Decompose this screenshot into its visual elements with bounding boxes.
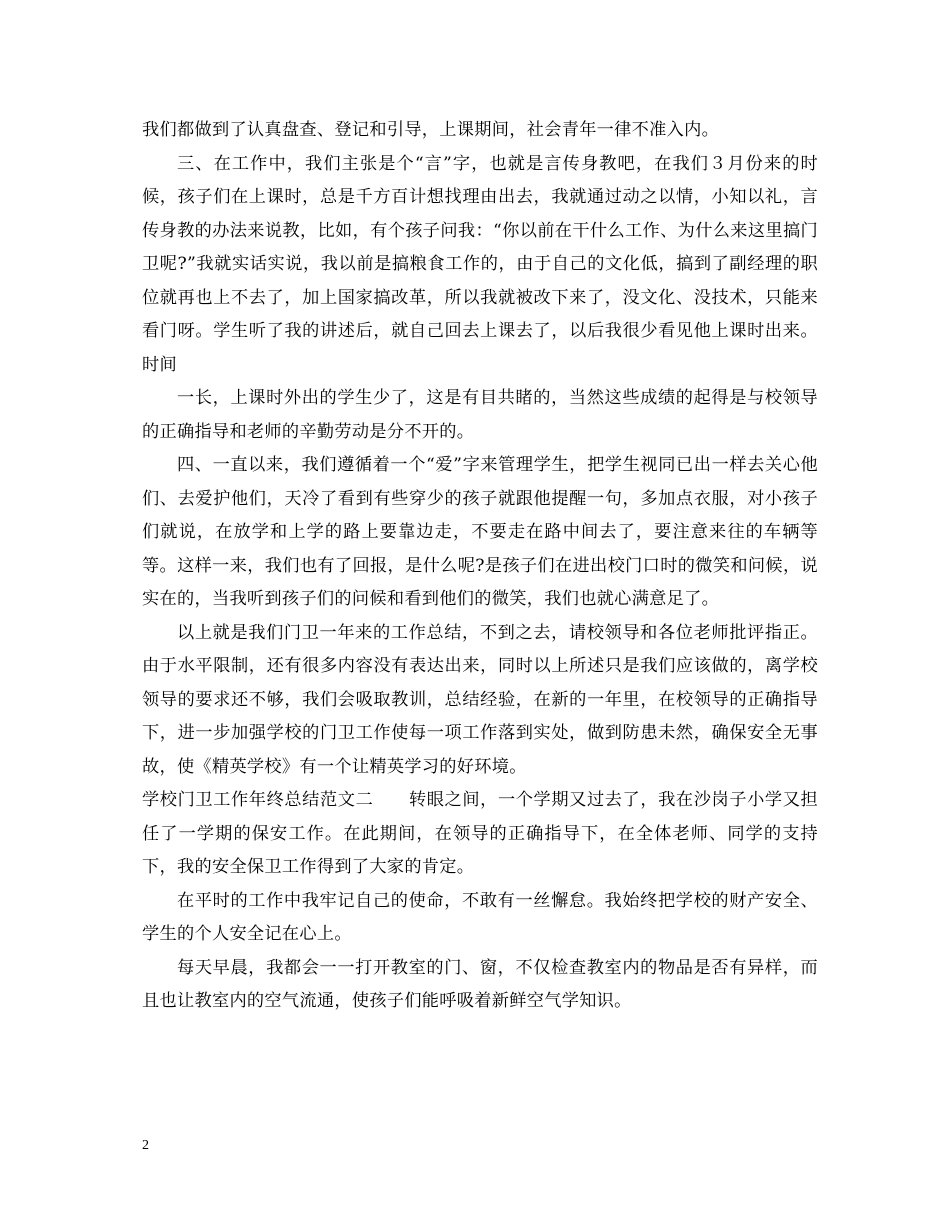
- paragraph: 以上就是我们门卫一年来的工作总结，不到之去，请校领导和各位老师批评指正。由于水平限制，还有很多内容没有表达出来，同时以上所述只是我们应该做的，离学校领导的要求还不够，我们会吸取教训，总结经验，在新的一年里，在校领导的正确指导下，进一步加强学校的门卫工作使每一项工作落到实处，做到防患未然，确保安全无事故，使《精英学校》有一个让精英学习的好环境。: [142, 622, 818, 777]
- document-body: [142, 114, 818, 1019]
- paragraph: 每天早晨，我都会一一打开教室的门、窗，不仅检查教室内的物品是否有异样，而且也让教室内的空气流通，使孩子们能呼吸着新鲜空气学知识。: [142, 957, 818, 1011]
- paragraph: 一长，上课时外出的学生少了，这是有目共睹的，当然这些成绩的起得是与校领导的正确指导和老师的辛勤劳动是分不开的。: [142, 388, 818, 442]
- paragraph: 四、一直以来，我们遵循着一个“爱”字来管理学生，把学生视同已出一样去关心他们、去爱护他们，天冷了看到有些穿少的孩子就跟他提醒一句，多加点衣服，对小孩子们就说，在放学和上学的路上要靠边走，不要走在路中间去了，要注意来往的车辆等等。这样一来，我们也有了回报，是什么呢?是孩子们在进出校门口时的微笑和问候，说实在的，当我听到孩子们的问候和看到他们的微笑，我们也就心满意足了。: [142, 455, 818, 609]
- paragraph: 三、在工作中，我们主张是个“言”字，也就是言传身教吧，在我们３月份来的时候，孩子们在上课时，总是千方百计想找理由出去，我就通过动之以情，小知以礼，言传身教的办法来说教，比如，有个孩子问我：“你以前在干什么工作、为什么来这里搞门卫呢?”我就实话实说，我以前是搞粮食工作的，由于自己的文化低，搞到了副经理的职位就再也上不去了，加上国家搞改革，所以我就被改下来了，没文化、没技术，只能来看门呀。学生听了我的讲述后，就自己回去上课去了，以后我很少看见他上课时出来。时间: [142, 153, 818, 375]
- paragraph: 在平时的工作中我牢记自己的使命，不敢有一丝懈怠。我始终把学校的财产安全、学生的个人安全记在心上。: [142, 890, 818, 944]
- section-heading-paragraph: 学校门卫工作年终总结范文二 转眼之间，一个学期又过去了，我在沙岗子小学又担任了一学期的保安工作。在此期间，在领导的正确指导下，在全体老师、同学的支持下，我的安全保卫工作得到了大家的肯定。: [142, 790, 818, 877]
- paragraph: 我们都做到了认真盘查、登记和引导，上课期间，社会青年一律不准入内。: [142, 120, 720, 140]
- page-number: 2: [142, 1138, 149, 1153]
